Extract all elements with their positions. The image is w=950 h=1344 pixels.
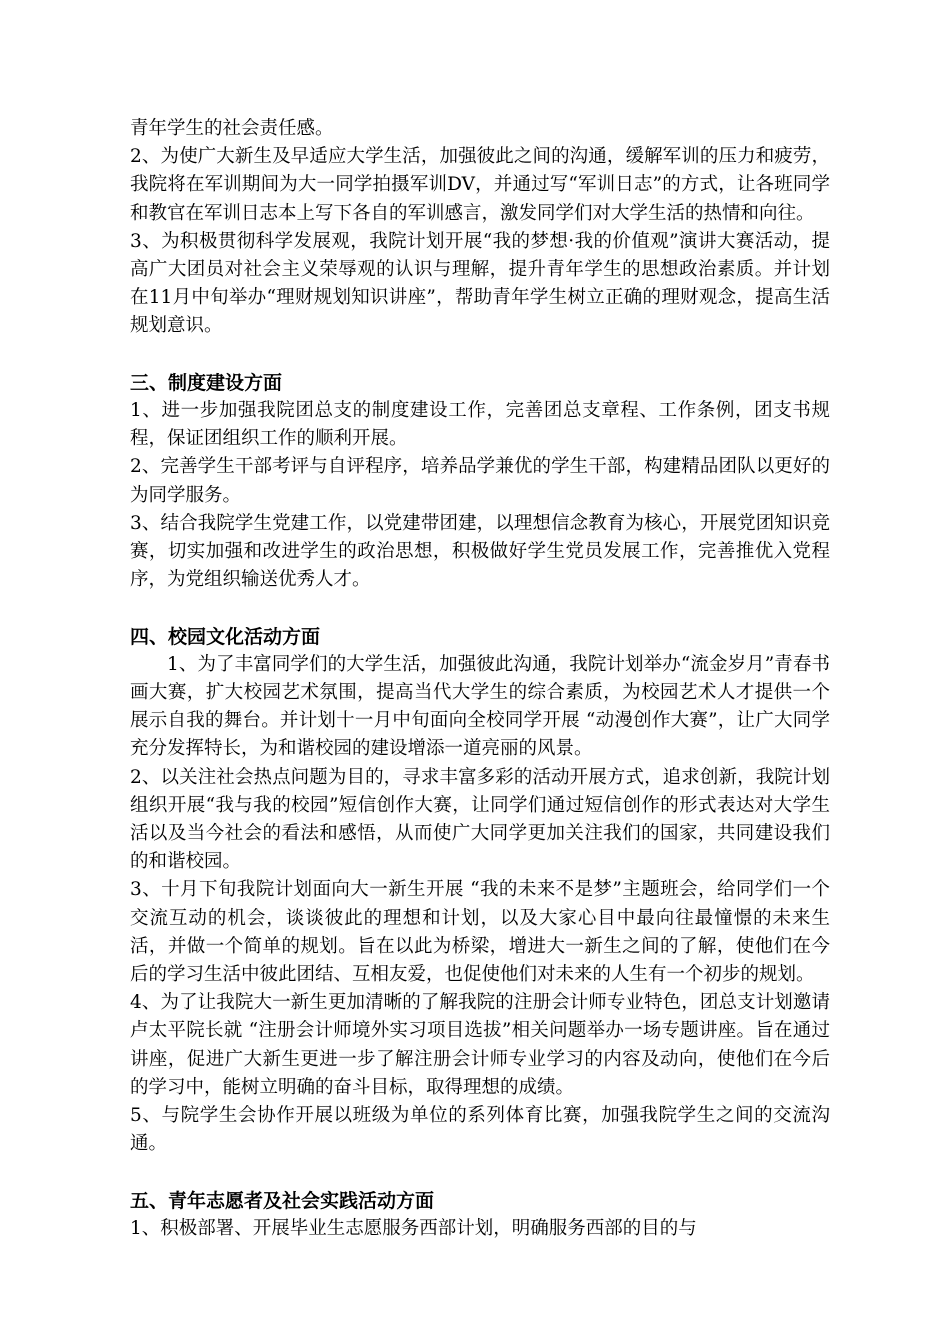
- section-heading-institution: 三、制度建设方面: [130, 371, 283, 394]
- section-spacer: [130, 594, 830, 622]
- document-page: [130, 115, 830, 1243]
- section-heading-campus-culture: 四、校园文化活动方面: [130, 625, 321, 648]
- section4-paragraph-1: 1、为了丰富同学们的大学生活，加强彼此沟通，我院计划举办“流金岁月”青春书画大赛，扩大校园艺术氛围，提高当代大学生的综合素质，为校园艺术人才提供一个展示自我的舞台。并计划十一月中旬面向全校同学开展 “动漫创作大赛”，让广大同学充分发挥特长，为和谐校园的建设增添一道亮丽的风景。: [130, 653, 830, 760]
- section-spacer: [130, 341, 830, 369]
- section5-paragraph-1: 1、积极部署、开展毕业生志愿服务西部计划，明确服务西部的目的与: [130, 1217, 697, 1239]
- section3-paragraph-3: 3、结合我院学生党建工作，以党建带团建，以理想信念教育为核心，开展党团知识竞赛，切实加强和改进学生的政治思想，积极做好学生党员发展工作，完善推优入党程序，为党组织输送优秀人才。: [130, 512, 830, 591]
- section4-paragraph-5: 5、与院学生会协作开展以班级为单位的系列体育比赛，加强我院学生之间的交流沟通。: [130, 1105, 830, 1155]
- section-heading-volunteers: 五、青年志愿者及社会实践活动方面: [130, 1189, 435, 1212]
- section3-paragraph-1: 1、进一步加强我院团总支的制度建设工作，完善团总支章程、工作条例，团支书规程，保证团组织工作的顺利开展。: [130, 400, 830, 450]
- section-spacer: [130, 1158, 830, 1186]
- section3-paragraph-2: 2、完善学生干部考评与自评程序，培养品学兼优的学生干部，构建精品团队以更好的为同学服务。: [130, 456, 830, 506]
- section4-paragraph-2: 2、以关注社会热点问题为目的，寻求丰富多彩的活动开展方式，追求创新，我院计划组织开展“我与我的校园”短信创作大赛，让同学们通过短信创作的形式表达对大学生活以及当今社会的看法和感悟，从而使广大同学更加关注我们的国家，共同建设我们的和谐校园。: [130, 766, 830, 873]
- intro-paragraph-1: 青年学生的社会责任感。: [130, 118, 334, 139]
- section4-paragraph-4: 4、为了让我院大一新生更加清晰的了解我院的注册会计师专业特色，团总支计划邀请卢太平院长就 “注册会计师境外实习项目选拔”相关问题举办一场专题讲座。旨在通过讲座，促进广大新生更进一步了解注册会计师专业学习的内容及动向，使他们在今后的学习中，能树立明确的奋斗目标，取得理想的成绩。: [130, 992, 830, 1098]
- intro-paragraph-2: 2、为使广大新生及早适应大学生活，加强彼此之间的沟通，缓解军训的压力和疲劳，我院将在军训期间为大一同学拍摄军训DV，并通过写“军训日志”的方式，让各班同学和教官在军训日志本上写下各自的军训感言，激发同学们对大学生活的热情和向往。: [130, 146, 830, 224]
- intro-paragraph-3: 3、为积极贯彻科学发展观，我院计划开展“我的梦想·我的价值观”演讲大赛活动，提高广大团员对社会主义荣辱观的认识与理解，提升青年学生的思想政治素质。并计划在11月中旬举办“理财规划知识讲座”，帮助青年学生树立正确的理财观念，提高生活规划意识。: [130, 230, 830, 337]
- section4-paragraph-3: 3、十月下旬我院计划面向大一新生开展 “我的未来不是梦”主题班会，给同学们一个交流互动的机会，谈谈彼此的理想和计划，以及大家心目中最向往最憧憬的未来生活，并做一个简单的规划。旨在以此为桥梁，增进大一新生之间的了解，使他们在今后的学习生活中彼此团结、互相友爱，也促使他们对未来的人生有一个初步的规划。: [130, 879, 830, 986]
